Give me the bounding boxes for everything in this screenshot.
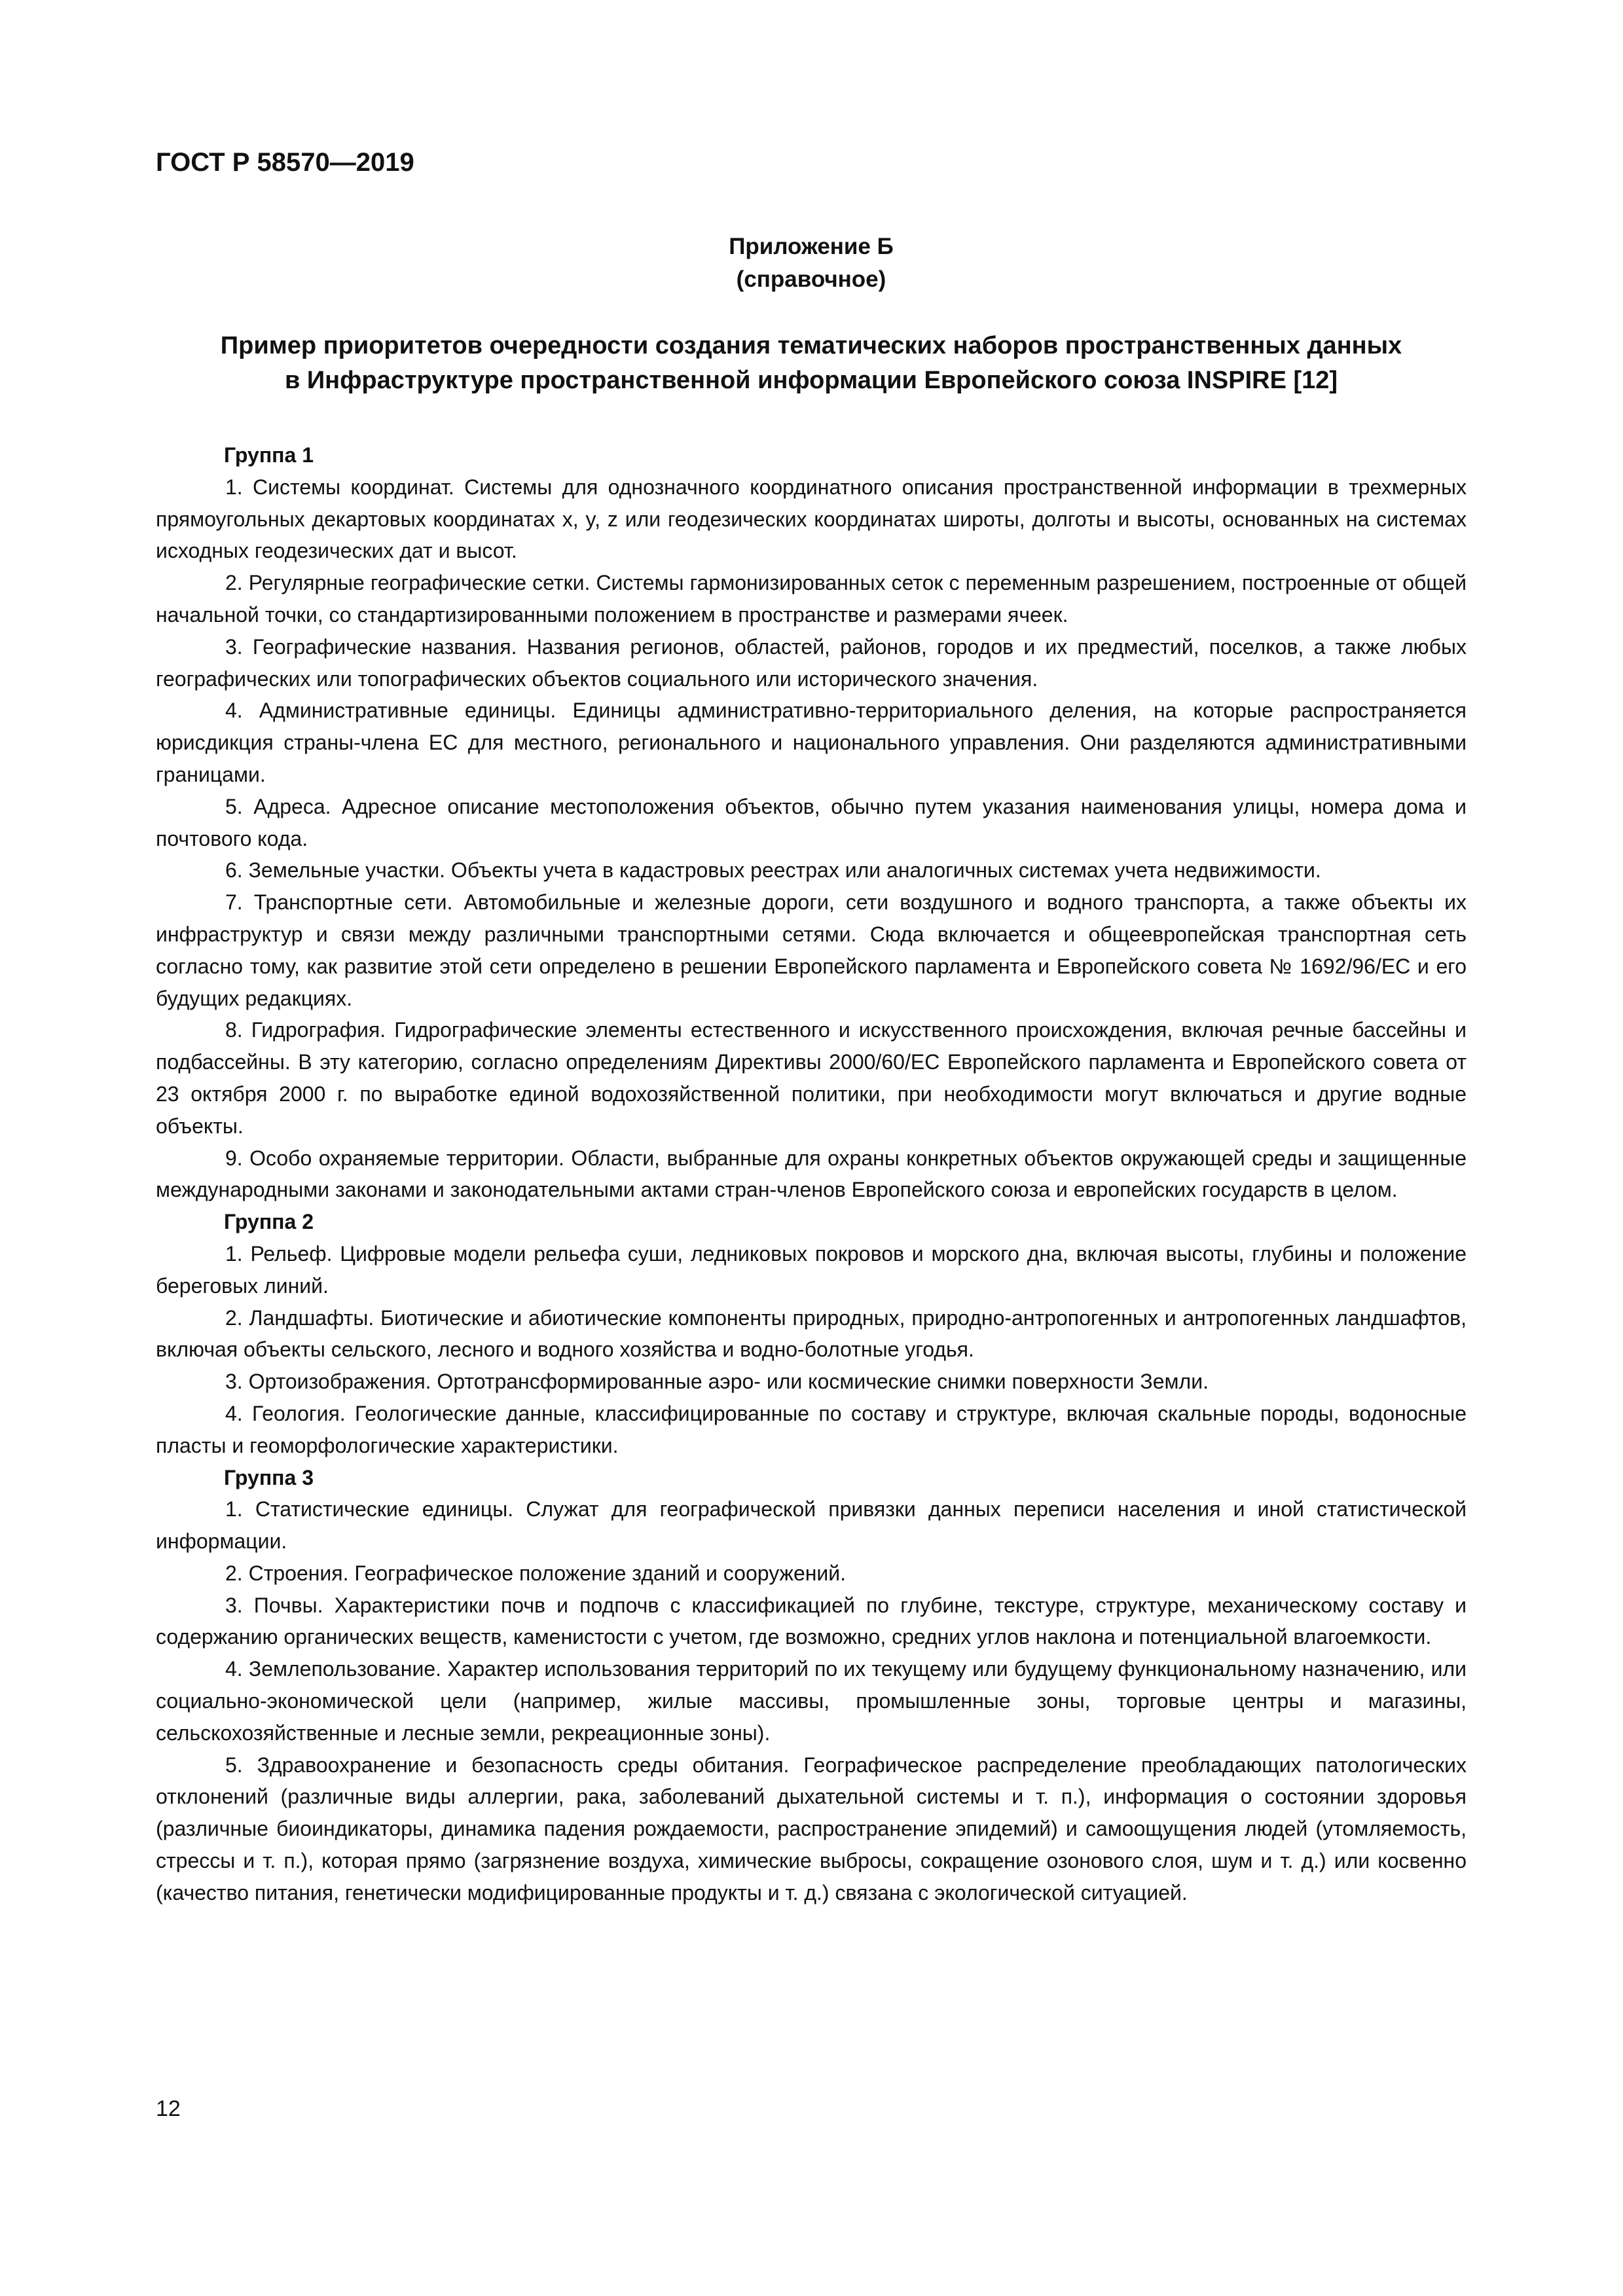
- group-3: [156, 1462, 1467, 1909]
- list-item: 1. Статистические единицы. Служат для географической привязки данных переписи населения и иной статистической информации.: [156, 1497, 1467, 1554]
- group-heading: Группа 1: [224, 443, 314, 467]
- list-item: 1. Рельеф. Цифровые модели рельефа суши, ледниковых покровов и морского дна, включая высоты, глубины и положение береговых линий.: [156, 1241, 1467, 1298]
- group-heading: Группа 2: [224, 1210, 314, 1234]
- list-item: 2. Регулярные географические сетки. Системы гармонизированных сеток с переменным разрешением, построенные от общей начальной точки, со стандартизированными положением в пространстве и размерами ячеек.: [156, 571, 1467, 627]
- annex-type: (справочное): [736, 266, 886, 292]
- list-item: 3. Ортоизображения. Ортотрансформированные аэро- или космические снимки поверхности Земли.: [225, 1370, 1209, 1394]
- list-item: 8. Гидрография. Гидрографические элементы естественного и искусственного происхождения, включая речные бассейны и подбассейны. В эту категорию, согласно определениям Директивы 2000/60/ЕС Европейского парламента и Европейского совета от 23 октября 2000 г. по выработке единой водохозяйственной политики, при необходимости могут включаться и другие водные объекты.: [156, 1018, 1467, 1138]
- list-item: 2. Ландшафты. Биотические и абиотические компоненты природных, природно-антропогенных и антропогенных ландшафтов, включая объекты сельского, лесного и водного хозяйства и водно-болотные угодья.: [156, 1305, 1467, 1362]
- list-item: 4. Геология. Геологические данные, классифицированные по составу и структуре, включая скальные породы, водоносные пласты и геоморфологические характеристики.: [156, 1401, 1467, 1457]
- group-2: [156, 1206, 1467, 1461]
- list-item: 5. Здравоохранение и безопасность среды обитания. Географическое распределение преобладающих патологических отклонений (различные виды аллергии, рака, заболеваний дыхательной системы и т. п.), информация о состоянии здоровья (различные биоиндикаторы, динамика падения рождаемости, распространение эпидемий) и самоощущения людей (утомляемость, стрессы и т. п.), которая прямо (загрязнение воздуха, химические выбросы, сокращение озонового слоя, шум и т. д.) или косвенно (качество питания, генетически модифицированные продукты и т. д.) связана с экологической ситуацией.: [156, 1753, 1467, 1904]
- annex-title: [156, 329, 1467, 398]
- list-item: 5. Адреса. Адресное описание местоположения объектов, обычно путем указания наименования улицы, номера дома и почтового кода.: [156, 794, 1467, 850]
- document-body: [156, 439, 1467, 1909]
- document-code: ГОСТ Р 58570—2019: [156, 148, 414, 177]
- list-item: 4. Землепользование. Характер использования территорий по их текущему или будущему функциональному назначению, или социально-экономической цели (например, жилые массивы, промышленные зоны, торговые центры и магазины, сельскохозяйственные и лесные земли, рекреационные зоны).: [156, 1657, 1467, 1745]
- list-item: 1. Системы координат. Системы для однозначного координатного описания пространственной информации в трехмерных прямоугольных декартовых координатах x, y, z или геодезических координатах широты, долготы и высоты, основанных на системах исходных геодезических дат и высот.: [156, 475, 1467, 563]
- annex-title-line-2: в Инфраструктуре пространственной информации Европейского союза INSPIRE [12]: [284, 367, 1338, 394]
- list-item: 9. Особо охраняемые территории. Области, выбранные для охраны конкретных объектов окружающей среды и защищенные международными законами и законодательными актами стран-членов Европейского союза и европейских государств в целом.: [156, 1146, 1467, 1202]
- annex-label: Приложение Б: [729, 234, 894, 259]
- list-item: 2. Строения. Географическое положение зданий и сооружений.: [225, 1561, 847, 1585]
- list-item: 4. Административные единицы. Единицы административно-территориального деления, на которые распространяется юрисдикция страны-члена ЕС для местного, регионального и национального управления. Они разделяются административными границами.: [156, 699, 1467, 786]
- group-1: [156, 439, 1467, 1206]
- list-item: 3. Почвы. Характеристики почв и подпочв с классификацией по глубине, текстуре, структуре, механическому составу и содержанию органических веществ, каменистости с учетом, где возможно, средних углов наклона и потенциальной влагоемкости.: [156, 1593, 1467, 1649]
- group-heading: Группа 3: [224, 1465, 314, 1489]
- page-number: 12: [156, 2096, 181, 2121]
- annex-title-line-1: Пример приоритетов очередности создания тематических наборов пространственных данных: [220, 332, 1402, 359]
- list-item: 3. Географические названия. Названия регионов, областей, районов, городов и их предместий, поселков, а также любых географических или топографических объектов социального или исторического значения.: [156, 634, 1467, 691]
- list-item: 6. Земельные участки. Объекты учета в кадастровых реестрах или аналогичных системах учета недвижимости.: [225, 858, 1321, 883]
- annex-heading: [156, 230, 1467, 296]
- list-item: 7. Транспортные сети. Автомобильные и железные дороги, сети воздушного и водного транспорта, а также объекты их инфраструктур и связи между различными транспортными сетями. Сюда включается и общеевропейская транспортная сеть согласно тому, как развитие этой сети определено в решении Европейского парламента и Европейского совета № 1692/96/ЕС и его будущих редакциях.: [156, 890, 1467, 1010]
